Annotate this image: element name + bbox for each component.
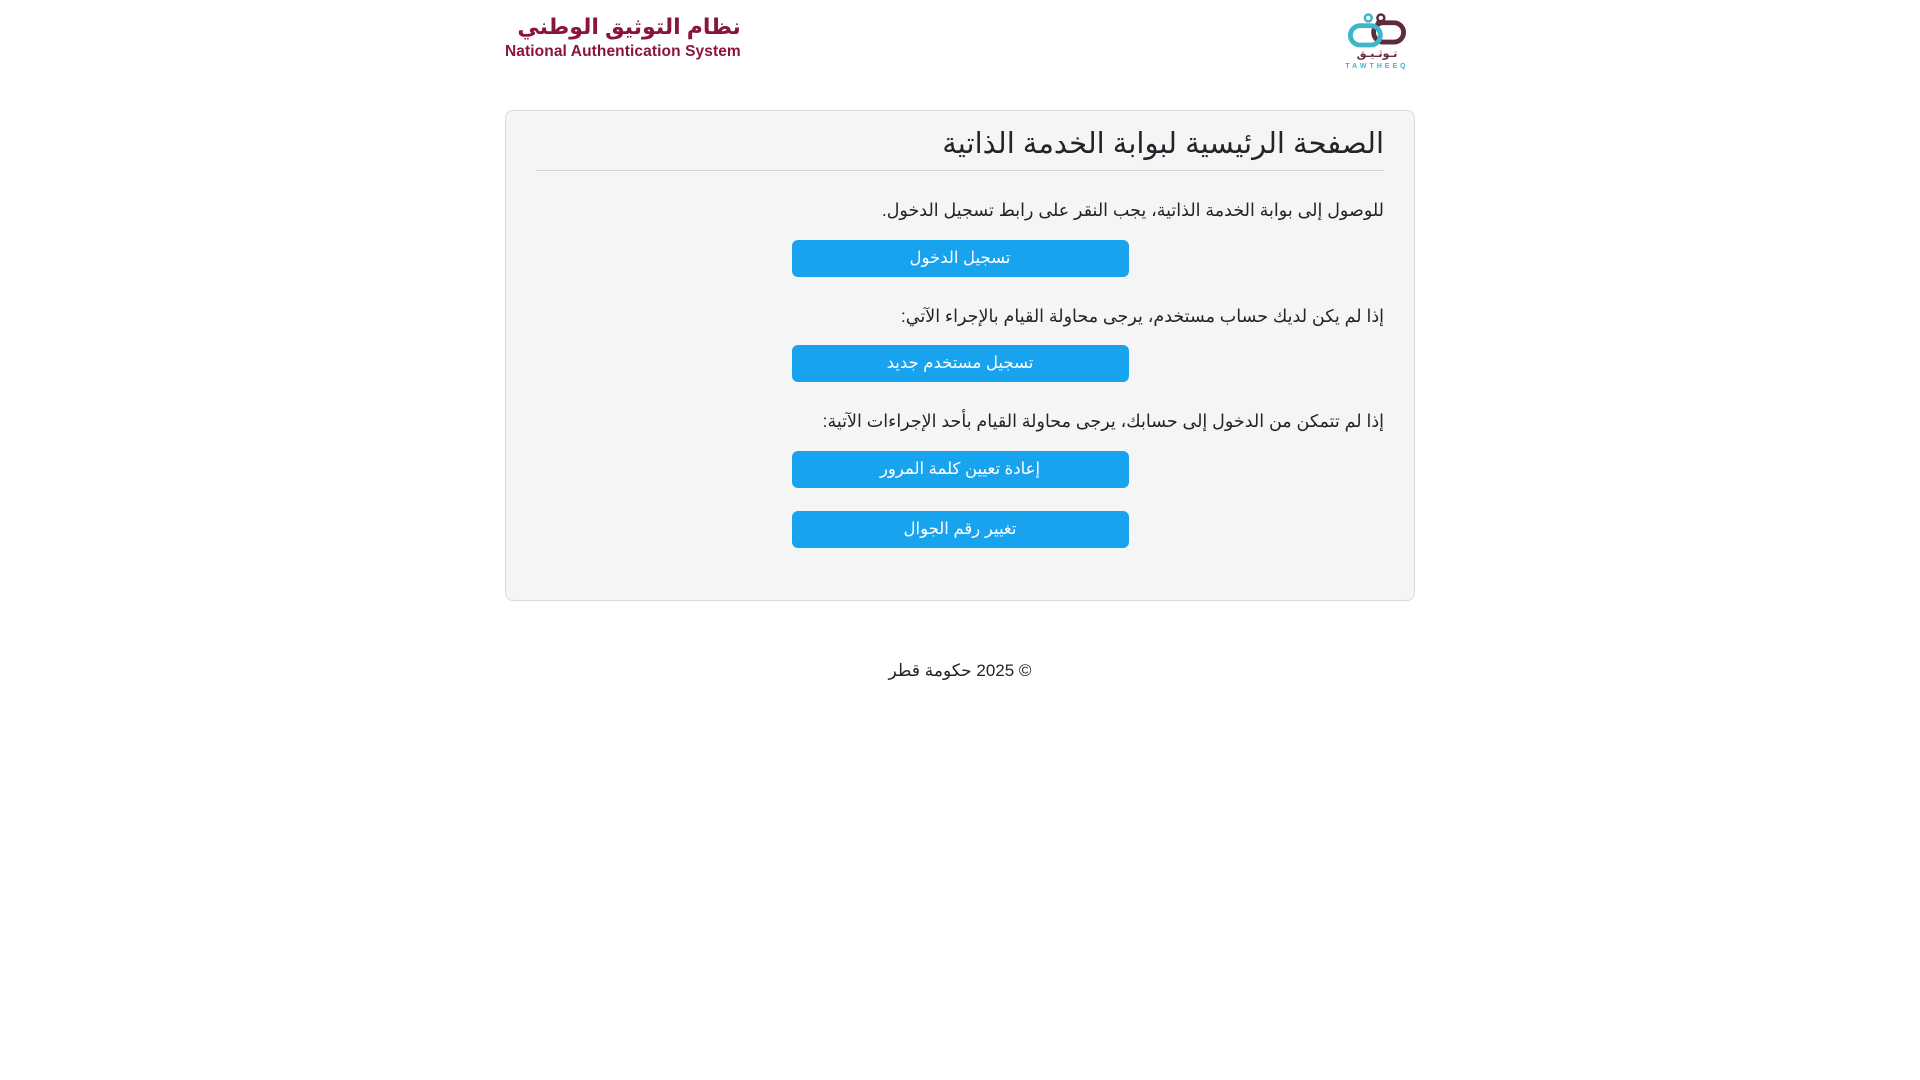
login-instruction-text: للوصول إلى بوابة الخدمة الذاتية، يجب النقر على رابط تسجيل الدخول.	[881, 199, 1384, 220]
tawtheeq-logo	[1339, 13, 1415, 70]
brand	[505, 13, 741, 61]
brand-title-english: National Authentication System	[505, 42, 741, 60]
login-button[interactable]: تسجيل الدخول	[792, 240, 1129, 277]
account-recovery-instruction-text: إذا لم تتمكن من الدخول إلى حسابك، يرجى محاولة القيام بأحد الإجراءات الآتية:	[822, 411, 1384, 432]
tawtheeq-logo-english-name: TAWTHEEQ	[1345, 63, 1409, 70]
change-mobile-number-button[interactable]: تغيير رقم الجوال	[792, 511, 1129, 548]
brand-title-arabic: نظام التوثيق الوطني	[517, 14, 741, 39]
register-new-user-button[interactable]: تسجيل مستخدم جديد	[792, 345, 1129, 382]
title-divider	[536, 170, 1384, 171]
page-title: الصفحة الرئيسية لبوابة الخدمة الذاتية	[942, 128, 1384, 160]
page-footer	[505, 661, 1415, 681]
main-content	[505, 110, 1415, 601]
tawtheeq-logo-icon	[1348, 13, 1406, 48]
register-instruction-text: إذا لم يكن لديك حساب مستخدم، يرجى محاولة القيام بالإجراء الآتي:	[900, 305, 1384, 326]
copyright-text: © 2025 حكومة قطر	[888, 660, 1032, 680]
reset-password-button[interactable]: إعادة تعيين كلمة المرور	[792, 451, 1129, 488]
tawtheeq-logo-arabic-name: تـوثـيـق	[1356, 48, 1398, 60]
page-header	[505, 0, 1415, 70]
main-card	[505, 110, 1415, 601]
